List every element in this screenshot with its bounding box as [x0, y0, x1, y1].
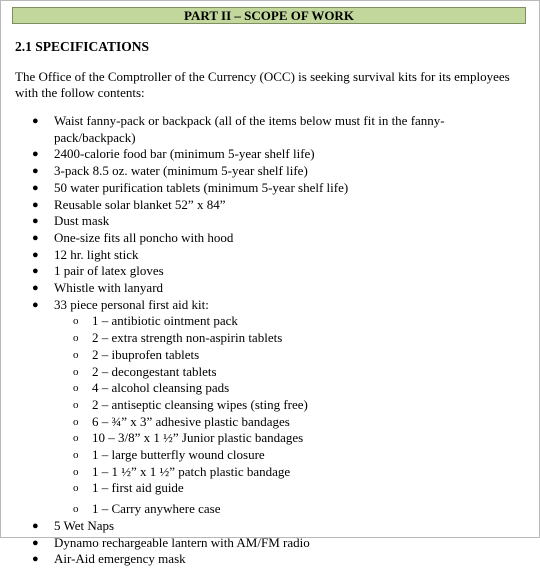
- list-item: ● Reusable solar blanket 52” x 84”: [32, 196, 226, 212]
- bullet-icon: ●: [32, 215, 39, 228]
- bullet-icon: ●: [32, 181, 39, 194]
- bullet-icon: ●: [32, 231, 39, 244]
- section-title: 2.1 SPECIFICATIONS: [15, 39, 150, 54]
- first-aid-item: o 1 – antibiotic ointment pack: [73, 313, 238, 329]
- list-item: ● 3-pack 8.5 oz. water (minimum 5-year shelf life): [32, 163, 308, 179]
- bullet-icon: ●: [32, 148, 39, 161]
- first-aid-item: o 10 – 3/8” x 1 ½” Junior plastic bandages: [73, 430, 304, 446]
- circle-bullet-icon: o: [73, 398, 79, 411]
- first-aid-item: o 1 – Carry anywhere case: [73, 501, 221, 517]
- first-aid-item: o 1 – 1 ½” x 1 ½” patch plastic bandage: [73, 463, 291, 479]
- circle-bullet-icon: o: [73, 315, 79, 328]
- first-aid-item: o 2 – decongestant tablets: [73, 363, 217, 379]
- first-aid-item: o 6 – ¾” x 3” adhesive plastic bandages: [73, 413, 290, 429]
- list-item: ● Dynamo rechargeable lantern with AM/FM radio: [32, 534, 310, 550]
- list-item: ● Waist fanny-pack or backpack (all of the items below must fit in the fanny-pack/backpack): [32, 113, 445, 145]
- circle-bullet-icon: o: [73, 482, 79, 495]
- circle-bullet-icon: o: [73, 348, 79, 361]
- bullet-icon: ●: [32, 165, 39, 178]
- first-aid-item: o 2 – antiseptic cleansing wipes (sting free): [73, 396, 308, 412]
- list-item: ● 2400-calorie food bar (minimum 5-year shelf life): [32, 146, 315, 162]
- intro-paragraph: The Office of the Comptroller of the Currency (OCC) is seeking survival kits for its employees with the follow contents:: [15, 69, 510, 100]
- list-item: ● One-size fits all poncho with hood: [32, 229, 234, 245]
- list-item: ● 50 water purification tablets (minimum 5-year shelf life): [32, 179, 349, 195]
- first-aid-item: o 1 – large butterfly wound closure: [73, 447, 265, 463]
- bullet-icon: ●: [32, 519, 39, 532]
- list-item: ● 12 hr. light stick: [32, 246, 139, 262]
- circle-bullet-icon: o: [73, 382, 79, 395]
- first-aid-item: o 2 – ibuprofen tablets: [73, 346, 200, 362]
- circle-bullet-icon: o: [73, 332, 79, 345]
- list-item: ● 33 piece personal first aid kit:: [32, 296, 209, 312]
- contents-list: [1, 113, 540, 568]
- bullet-icon: ●: [32, 553, 39, 566]
- bullet-icon: ●: [32, 115, 39, 127]
- bullet-icon: ●: [32, 298, 39, 311]
- first-aid-item: o 1 – first aid guide: [73, 480, 184, 496]
- circle-bullet-icon: o: [73, 365, 79, 378]
- circle-bullet-icon: o: [73, 465, 79, 478]
- circle-bullet-icon: o: [73, 449, 79, 462]
- part-header: PART II – SCOPE OF WORK: [12, 7, 526, 24]
- bullet-icon: ●: [32, 198, 39, 211]
- list-item: ● 5 Wet Naps: [32, 517, 115, 533]
- list-item: ● Dust mask: [32, 213, 110, 229]
- circle-bullet-icon: o: [73, 415, 79, 428]
- bullet-icon: ●: [32, 536, 39, 549]
- list-item: ● Whistle with lanyard: [32, 280, 164, 296]
- first-aid-item: o 4 – alcohol cleansing pads: [73, 380, 230, 396]
- list-item: ● Air-Aid emergency mask: [32, 551, 186, 567]
- bullet-icon: ●: [32, 265, 39, 278]
- bullet-icon: ●: [32, 282, 39, 295]
- list-item: ● 1 pair of latex gloves: [32, 263, 164, 279]
- circle-bullet-icon: o: [73, 503, 79, 516]
- first-aid-item: o 2 – extra strength non-aspirin tablets: [73, 330, 283, 346]
- circle-bullet-icon: o: [73, 432, 79, 445]
- bullet-icon: ●: [32, 248, 39, 261]
